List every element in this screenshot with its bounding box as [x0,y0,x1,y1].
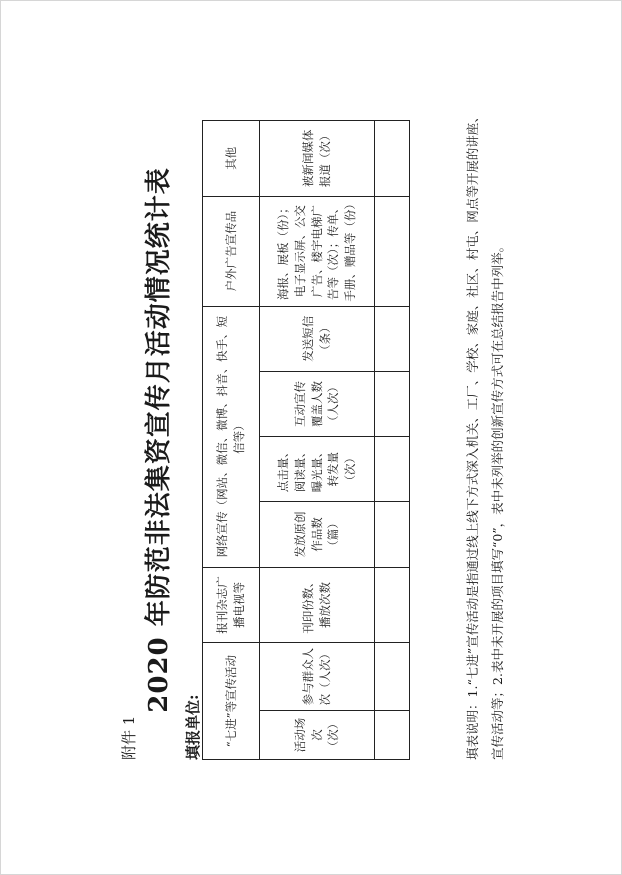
statistics-table [202,120,410,760]
notes-prefix: 填表说明： [465,697,480,760]
table-cell[interactable] [375,121,410,197]
subheader-participants: 参与群众人次（人次） [260,643,375,711]
subheader-sessions: 活动场次（次） [260,711,375,760]
table-cell[interactable] [375,371,410,436]
subheader-outdoor-items: 海报、展板（份）；电子显示屏、公交广告、楼宇电梯广告等（次）；传单、手册、赠品等（份） [260,196,375,306]
notes-line-2: 2.表中未开展的项目填写“0”，表中未列举的创新宣传方式可在总结报告中列举。 [490,239,505,685]
table-cell[interactable] [375,711,410,760]
table-row [375,121,410,760]
document-page [110,90,530,790]
subheader-print-count: 刊印份数、播放次数 [260,567,375,643]
document-title: 2020 年防范非法集资宣传月活动情况统计表 [144,167,174,713]
header-online-promotion: 网络宣传（网站、微信、微博、抖音、快手、短信等） [203,306,260,567]
notes-line-1: 1.“七进”宣传活动是指通过线上线下方式深入机关、工厂、学校、家庭、社区、村屯、网点等开展的讲座、宣传活动等； [465,110,505,760]
subheader-clicks: 点击量、阅读量、曝光量、转发量（次） [260,437,375,502]
table-cell[interactable] [375,437,410,502]
header-print-broadcast: 报刊杂志广播电视等 [203,567,260,643]
subheader-news-reports: 被新闻媒体报道（次） [260,121,375,197]
subheader-interactive: 互动宣传覆盖人数（人次） [260,371,375,436]
subheader-sms: 发送短信（条） [260,306,375,371]
filling-instructions [460,110,510,760]
reporting-unit-label: 填报单位: [184,694,202,760]
header-other: 其他 [203,121,260,197]
table-cell[interactable] [375,502,410,567]
table-subheader-row [260,121,375,760]
attachment-label: 附件 1 [120,715,138,760]
subheader-original-works: 发放原创作品数（篇） [260,502,375,567]
header-outdoor-ads: 户外广告宣传品 [203,196,260,306]
table-header-row [203,121,260,760]
header-seven-in-activities: “七进”等宣传活动 [203,643,260,760]
table-cell[interactable] [375,643,410,711]
table-cell[interactable] [375,196,410,306]
table-cell[interactable] [375,567,410,643]
table-cell[interactable] [375,306,410,371]
